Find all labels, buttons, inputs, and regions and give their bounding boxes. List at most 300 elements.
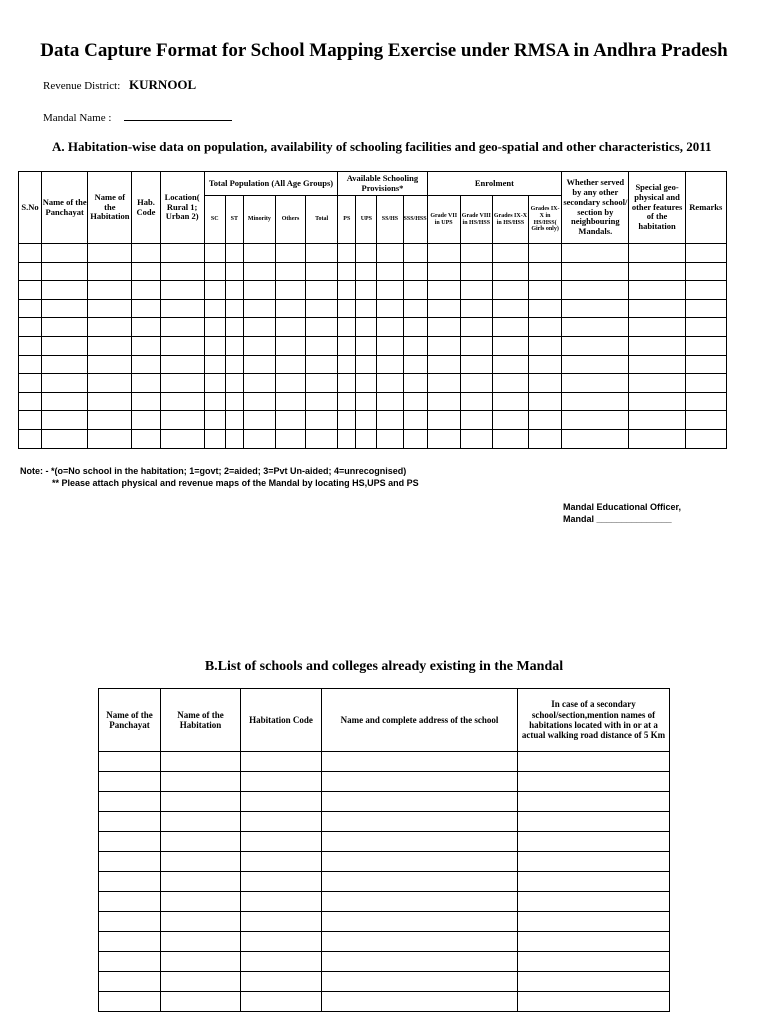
table-cell[interactable] xyxy=(161,872,241,892)
table-cell[interactable] xyxy=(225,392,243,411)
table-cell[interactable] xyxy=(685,281,726,300)
table-cell[interactable] xyxy=(518,852,670,872)
table-cell[interactable] xyxy=(403,262,427,281)
table-cell[interactable] xyxy=(19,262,42,281)
table-cell[interactable] xyxy=(161,952,241,972)
table-cell[interactable] xyxy=(562,244,629,263)
table-cell[interactable] xyxy=(225,429,243,448)
table-cell[interactable] xyxy=(161,832,241,852)
table-cell[interactable] xyxy=(99,832,161,852)
table-cell[interactable] xyxy=(562,318,629,337)
table-cell[interactable] xyxy=(42,281,88,300)
table-cell[interactable] xyxy=(88,244,132,263)
table-cell[interactable] xyxy=(241,752,322,772)
table-cell[interactable] xyxy=(161,772,241,792)
table-cell[interactable] xyxy=(427,244,460,263)
table-cell[interactable] xyxy=(132,281,160,300)
table-cell[interactable] xyxy=(629,336,685,355)
table-cell[interactable] xyxy=(19,299,42,318)
table-cell[interactable] xyxy=(42,411,88,430)
table-cell[interactable] xyxy=(241,832,322,852)
table-cell[interactable] xyxy=(427,411,460,430)
table-cell[interactable] xyxy=(518,792,670,812)
table-cell[interactable] xyxy=(518,812,670,832)
table-cell[interactable] xyxy=(204,411,225,430)
table-cell[interactable] xyxy=(306,318,338,337)
table-cell[interactable] xyxy=(306,429,338,448)
table-cell[interactable] xyxy=(243,392,275,411)
table-cell[interactable] xyxy=(88,318,132,337)
table-cell[interactable] xyxy=(377,336,403,355)
table-cell[interactable] xyxy=(241,792,322,812)
table-row xyxy=(99,992,670,1012)
col-grades-ix-x-girls: Grades IX-X in HS/HSS( Girls only) xyxy=(529,196,562,244)
table-cell[interactable] xyxy=(225,374,243,393)
table-cell[interactable] xyxy=(460,299,492,318)
table-cell[interactable] xyxy=(460,392,492,411)
table-cell[interactable] xyxy=(356,262,377,281)
table-cell[interactable] xyxy=(19,411,42,430)
table-cell[interactable] xyxy=(204,355,225,374)
table-cell[interactable] xyxy=(338,336,356,355)
table-cell[interactable] xyxy=(88,374,132,393)
table-cell[interactable] xyxy=(529,336,562,355)
table-cell[interactable] xyxy=(243,299,275,318)
table-cell[interactable] xyxy=(562,355,629,374)
table-cell[interactable] xyxy=(306,374,338,393)
table-cell[interactable] xyxy=(492,262,528,281)
table-cell[interactable] xyxy=(356,244,377,263)
table-cell[interactable] xyxy=(241,812,322,832)
table-cell[interactable] xyxy=(275,355,305,374)
table-cell[interactable] xyxy=(427,318,460,337)
table-cell[interactable] xyxy=(460,355,492,374)
table-cell[interactable] xyxy=(241,772,322,792)
table-cell[interactable] xyxy=(99,852,161,872)
table-cell[interactable] xyxy=(377,318,403,337)
table-cell[interactable] xyxy=(322,892,518,912)
table-cell[interactable] xyxy=(42,262,88,281)
table-cell[interactable] xyxy=(460,318,492,337)
table-cell[interactable] xyxy=(322,872,518,892)
table-cell[interactable] xyxy=(225,318,243,337)
table-cell[interactable] xyxy=(322,912,518,932)
table-cell[interactable] xyxy=(19,318,42,337)
table-cell[interactable] xyxy=(225,281,243,300)
table-cell[interactable] xyxy=(685,429,726,448)
table-cell[interactable] xyxy=(518,872,670,892)
table-cell[interactable] xyxy=(132,262,160,281)
table-cell[interactable] xyxy=(562,299,629,318)
table-cell[interactable] xyxy=(88,355,132,374)
table-cell[interactable] xyxy=(562,336,629,355)
table-cell[interactable] xyxy=(243,429,275,448)
table-cell[interactable] xyxy=(685,244,726,263)
table-cell[interactable] xyxy=(427,262,460,281)
table-cell[interactable] xyxy=(204,336,225,355)
table-cell[interactable] xyxy=(243,336,275,355)
table-cell[interactable] xyxy=(377,429,403,448)
table-cell[interactable] xyxy=(403,411,427,430)
table-cell[interactable] xyxy=(241,892,322,912)
table-cell[interactable] xyxy=(161,852,241,872)
table-cell[interactable] xyxy=(160,392,204,411)
table-cell[interactable] xyxy=(460,374,492,393)
table-cell[interactable] xyxy=(306,299,338,318)
table-cell[interactable] xyxy=(529,299,562,318)
table-cell[interactable] xyxy=(529,281,562,300)
table-cell[interactable] xyxy=(225,262,243,281)
table-cell[interactable] xyxy=(427,336,460,355)
table-cell[interactable] xyxy=(562,392,629,411)
table-cell[interactable] xyxy=(161,752,241,772)
table-cell[interactable] xyxy=(685,336,726,355)
table-cell[interactable] xyxy=(518,772,670,792)
table-cell[interactable] xyxy=(42,299,88,318)
table-cell[interactable] xyxy=(204,281,225,300)
table-cell[interactable] xyxy=(529,318,562,337)
table-cell[interactable] xyxy=(322,752,518,772)
table-cell[interactable] xyxy=(685,318,726,337)
table-cell[interactable] xyxy=(88,411,132,430)
table-cell[interactable] xyxy=(275,374,305,393)
table-cell[interactable] xyxy=(132,355,160,374)
table-cell[interactable] xyxy=(19,355,42,374)
table-cell[interactable] xyxy=(322,952,518,972)
table-cell[interactable] xyxy=(243,318,275,337)
table-cell[interactable] xyxy=(161,792,241,812)
table-cell[interactable] xyxy=(99,952,161,972)
table-cell[interactable] xyxy=(629,318,685,337)
table-cell[interactable] xyxy=(160,262,204,281)
table-cell[interactable] xyxy=(161,992,241,1012)
table-cell[interactable] xyxy=(562,411,629,430)
table-cell[interactable] xyxy=(241,952,322,972)
table-cell[interactable] xyxy=(241,872,322,892)
table-cell[interactable] xyxy=(492,318,528,337)
table-cell[interactable] xyxy=(160,355,204,374)
table-cell[interactable] xyxy=(356,281,377,300)
table-cell[interactable] xyxy=(356,299,377,318)
table-cell[interactable] xyxy=(427,374,460,393)
table-cell[interactable] xyxy=(160,374,204,393)
table-cell[interactable] xyxy=(322,972,518,992)
table-cell[interactable] xyxy=(403,318,427,337)
table-cell[interactable] xyxy=(243,411,275,430)
table-cell[interactable] xyxy=(241,852,322,872)
table-cell[interactable] xyxy=(338,262,356,281)
table-cell[interactable] xyxy=(377,299,403,318)
table-cell[interactable] xyxy=(403,244,427,263)
table-cell[interactable] xyxy=(160,299,204,318)
table-cell[interactable] xyxy=(132,374,160,393)
table-cell[interactable] xyxy=(243,374,275,393)
table-cell[interactable] xyxy=(243,281,275,300)
table-cell[interactable] xyxy=(99,932,161,952)
table-cell[interactable] xyxy=(88,392,132,411)
table-cell[interactable] xyxy=(685,392,726,411)
table-cell[interactable] xyxy=(518,992,670,1012)
table-cell[interactable] xyxy=(518,932,670,952)
table-cell[interactable] xyxy=(427,355,460,374)
table-cell[interactable] xyxy=(518,752,670,772)
table-cell[interactable] xyxy=(160,281,204,300)
table-cell[interactable] xyxy=(241,912,322,932)
table-cell[interactable] xyxy=(225,244,243,263)
table-cell[interactable] xyxy=(161,812,241,832)
table-cell[interactable] xyxy=(377,244,403,263)
table-cell[interactable] xyxy=(42,374,88,393)
table-cell[interactable] xyxy=(99,812,161,832)
table-cell[interactable] xyxy=(88,429,132,448)
table-cell[interactable] xyxy=(403,392,427,411)
table-cell[interactable] xyxy=(275,336,305,355)
table-cell[interactable] xyxy=(160,318,204,337)
table-cell[interactable] xyxy=(629,429,685,448)
table-cell[interactable] xyxy=(275,411,305,430)
table-cell[interactable] xyxy=(356,429,377,448)
table-cell[interactable] xyxy=(529,411,562,430)
table-cell[interactable] xyxy=(275,318,305,337)
table-cell[interactable] xyxy=(161,912,241,932)
table-cell[interactable] xyxy=(377,355,403,374)
table-cell[interactable] xyxy=(306,392,338,411)
table-cell[interactable] xyxy=(132,411,160,430)
table-cell[interactable] xyxy=(685,355,726,374)
table-cell[interactable] xyxy=(685,411,726,430)
table-cell[interactable] xyxy=(42,318,88,337)
table-cell[interactable] xyxy=(19,374,42,393)
table-cell[interactable] xyxy=(377,392,403,411)
table-cell[interactable] xyxy=(322,812,518,832)
table-cell[interactable] xyxy=(338,355,356,374)
table-cell[interactable] xyxy=(492,355,528,374)
table-cell[interactable] xyxy=(427,299,460,318)
table-cell[interactable] xyxy=(338,299,356,318)
table-cell[interactable] xyxy=(356,318,377,337)
table-cell[interactable] xyxy=(356,355,377,374)
table-cell[interactable] xyxy=(492,281,528,300)
table-cell[interactable] xyxy=(99,892,161,912)
table-cell[interactable] xyxy=(518,832,670,852)
table-cell[interactable] xyxy=(685,262,726,281)
table-cell[interactable] xyxy=(88,262,132,281)
table-cell[interactable] xyxy=(460,281,492,300)
table-cell[interactable] xyxy=(99,792,161,812)
table-cell[interactable] xyxy=(19,392,42,411)
table-cell[interactable] xyxy=(161,972,241,992)
table-cell[interactable] xyxy=(306,244,338,263)
table-cell[interactable] xyxy=(338,374,356,393)
table-cell[interactable] xyxy=(629,374,685,393)
table-cell[interactable] xyxy=(356,336,377,355)
table-cell[interactable] xyxy=(562,262,629,281)
table-cell[interactable] xyxy=(19,336,42,355)
table-cell[interactable] xyxy=(160,429,204,448)
table-cell[interactable] xyxy=(322,832,518,852)
table-cell[interactable] xyxy=(460,411,492,430)
table-cell[interactable] xyxy=(204,244,225,263)
table-cell[interactable] xyxy=(275,299,305,318)
table-cell[interactable] xyxy=(99,772,161,792)
table-cell[interactable] xyxy=(275,429,305,448)
table-cell[interactable] xyxy=(629,262,685,281)
table-cell[interactable] xyxy=(306,262,338,281)
table-cell[interactable] xyxy=(492,374,528,393)
table-cell[interactable] xyxy=(322,792,518,812)
table-cell[interactable] xyxy=(403,336,427,355)
table-cell[interactable] xyxy=(243,355,275,374)
table-cell[interactable] xyxy=(356,374,377,393)
table-cell[interactable] xyxy=(492,336,528,355)
table-cell[interactable] xyxy=(132,336,160,355)
table-cell[interactable] xyxy=(562,281,629,300)
table-cell[interactable] xyxy=(132,244,160,263)
table-cell[interactable] xyxy=(275,262,305,281)
table-cell[interactable] xyxy=(306,281,338,300)
table-cell[interactable] xyxy=(529,374,562,393)
table-cell[interactable] xyxy=(225,411,243,430)
table-cell[interactable] xyxy=(99,752,161,772)
table-cell[interactable] xyxy=(42,429,88,448)
table-cell[interactable] xyxy=(685,299,726,318)
table-cell[interactable] xyxy=(225,336,243,355)
table-cell[interactable] xyxy=(275,244,305,263)
table-cell[interactable] xyxy=(322,852,518,872)
table-cell[interactable] xyxy=(338,411,356,430)
table-cell[interactable] xyxy=(685,374,726,393)
table-cell[interactable] xyxy=(322,932,518,952)
table-cell[interactable] xyxy=(427,392,460,411)
table-cell[interactable] xyxy=(160,244,204,263)
table-cell[interactable] xyxy=(338,429,356,448)
table-cell[interactable] xyxy=(403,429,427,448)
table-cell[interactable] xyxy=(204,299,225,318)
table-cell[interactable] xyxy=(132,318,160,337)
table-cell[interactable] xyxy=(88,281,132,300)
table-cell[interactable] xyxy=(225,355,243,374)
table-cell[interactable] xyxy=(629,244,685,263)
table-cell[interactable] xyxy=(460,244,492,263)
table-cell[interactable] xyxy=(460,429,492,448)
table-cell[interactable] xyxy=(19,429,42,448)
table-cell[interactable] xyxy=(427,429,460,448)
col-habitation: Name of the Habitation xyxy=(88,172,132,244)
table-cell[interactable] xyxy=(42,355,88,374)
table-cell[interactable] xyxy=(243,244,275,263)
table-cell[interactable] xyxy=(338,392,356,411)
table-cell[interactable] xyxy=(492,411,528,430)
table-cell[interactable] xyxy=(241,972,322,992)
table-cell[interactable] xyxy=(518,972,670,992)
table-cell[interactable] xyxy=(403,299,427,318)
table-cell[interactable] xyxy=(629,299,685,318)
table-cell[interactable] xyxy=(99,992,161,1012)
table-cell[interactable] xyxy=(132,299,160,318)
table-cell[interactable] xyxy=(204,318,225,337)
table-cell[interactable] xyxy=(377,262,403,281)
table-cell[interactable] xyxy=(241,992,322,1012)
table-cell[interactable] xyxy=(132,429,160,448)
table-cell[interactable] xyxy=(42,392,88,411)
table-cell[interactable] xyxy=(19,244,42,263)
table-cell[interactable] xyxy=(338,244,356,263)
table-cell[interactable] xyxy=(629,281,685,300)
table-cell[interactable] xyxy=(403,374,427,393)
table-cell[interactable] xyxy=(42,244,88,263)
table-cell[interactable] xyxy=(629,392,685,411)
table-cell[interactable] xyxy=(204,374,225,393)
table-cell[interactable] xyxy=(99,972,161,992)
table-cell[interactable] xyxy=(460,336,492,355)
table-cell[interactable] xyxy=(518,892,670,912)
table-cell[interactable] xyxy=(338,281,356,300)
table-cell[interactable] xyxy=(529,392,562,411)
table-cell[interactable] xyxy=(161,892,241,912)
table-cell[interactable] xyxy=(460,262,492,281)
table-cell[interactable] xyxy=(306,336,338,355)
table-cell[interactable] xyxy=(529,429,562,448)
table-cell[interactable] xyxy=(403,281,427,300)
table-cell[interactable] xyxy=(88,336,132,355)
table-cell[interactable] xyxy=(518,952,670,972)
table-cell[interactable] xyxy=(19,281,42,300)
table-cell[interactable] xyxy=(99,912,161,932)
table-cell[interactable] xyxy=(562,374,629,393)
table-cell[interactable] xyxy=(204,429,225,448)
table-cell[interactable] xyxy=(42,336,88,355)
table-cell[interactable] xyxy=(377,411,403,430)
table-cell[interactable] xyxy=(132,392,160,411)
table-cell[interactable] xyxy=(356,411,377,430)
table-cell[interactable] xyxy=(306,411,338,430)
table-cell[interactable] xyxy=(562,429,629,448)
table-cell[interactable] xyxy=(99,872,161,892)
table-cell[interactable] xyxy=(160,336,204,355)
table-cell[interactable] xyxy=(204,392,225,411)
table-cell[interactable] xyxy=(88,299,132,318)
table-cell[interactable] xyxy=(225,299,243,318)
table-cell[interactable] xyxy=(629,355,685,374)
table-cell[interactable] xyxy=(306,355,338,374)
table-cell[interactable] xyxy=(338,318,356,337)
table-cell[interactable] xyxy=(356,392,377,411)
table-cell[interactable] xyxy=(161,932,241,952)
table-cell[interactable] xyxy=(160,411,204,430)
table-cell[interactable] xyxy=(377,281,403,300)
table-cell[interactable] xyxy=(241,932,322,952)
table-cell[interactable] xyxy=(529,262,562,281)
table-cell[interactable] xyxy=(243,262,275,281)
table-cell[interactable] xyxy=(275,281,305,300)
table-cell[interactable] xyxy=(322,772,518,792)
table-cell[interactable] xyxy=(492,244,528,263)
table-cell[interactable] xyxy=(492,299,528,318)
table-cell[interactable] xyxy=(427,281,460,300)
table-cell[interactable] xyxy=(322,992,518,1012)
table-cell[interactable] xyxy=(275,392,305,411)
table-cell[interactable] xyxy=(629,411,685,430)
table-cell[interactable] xyxy=(492,392,528,411)
table-cell[interactable] xyxy=(403,355,427,374)
mandal-name-blank[interactable] xyxy=(124,111,232,121)
table-cell[interactable] xyxy=(204,262,225,281)
table-cell[interactable] xyxy=(529,244,562,263)
table-cell[interactable] xyxy=(518,912,670,932)
table-cell[interactable] xyxy=(492,429,528,448)
table-cell[interactable] xyxy=(377,374,403,393)
table-cell[interactable] xyxy=(529,355,562,374)
